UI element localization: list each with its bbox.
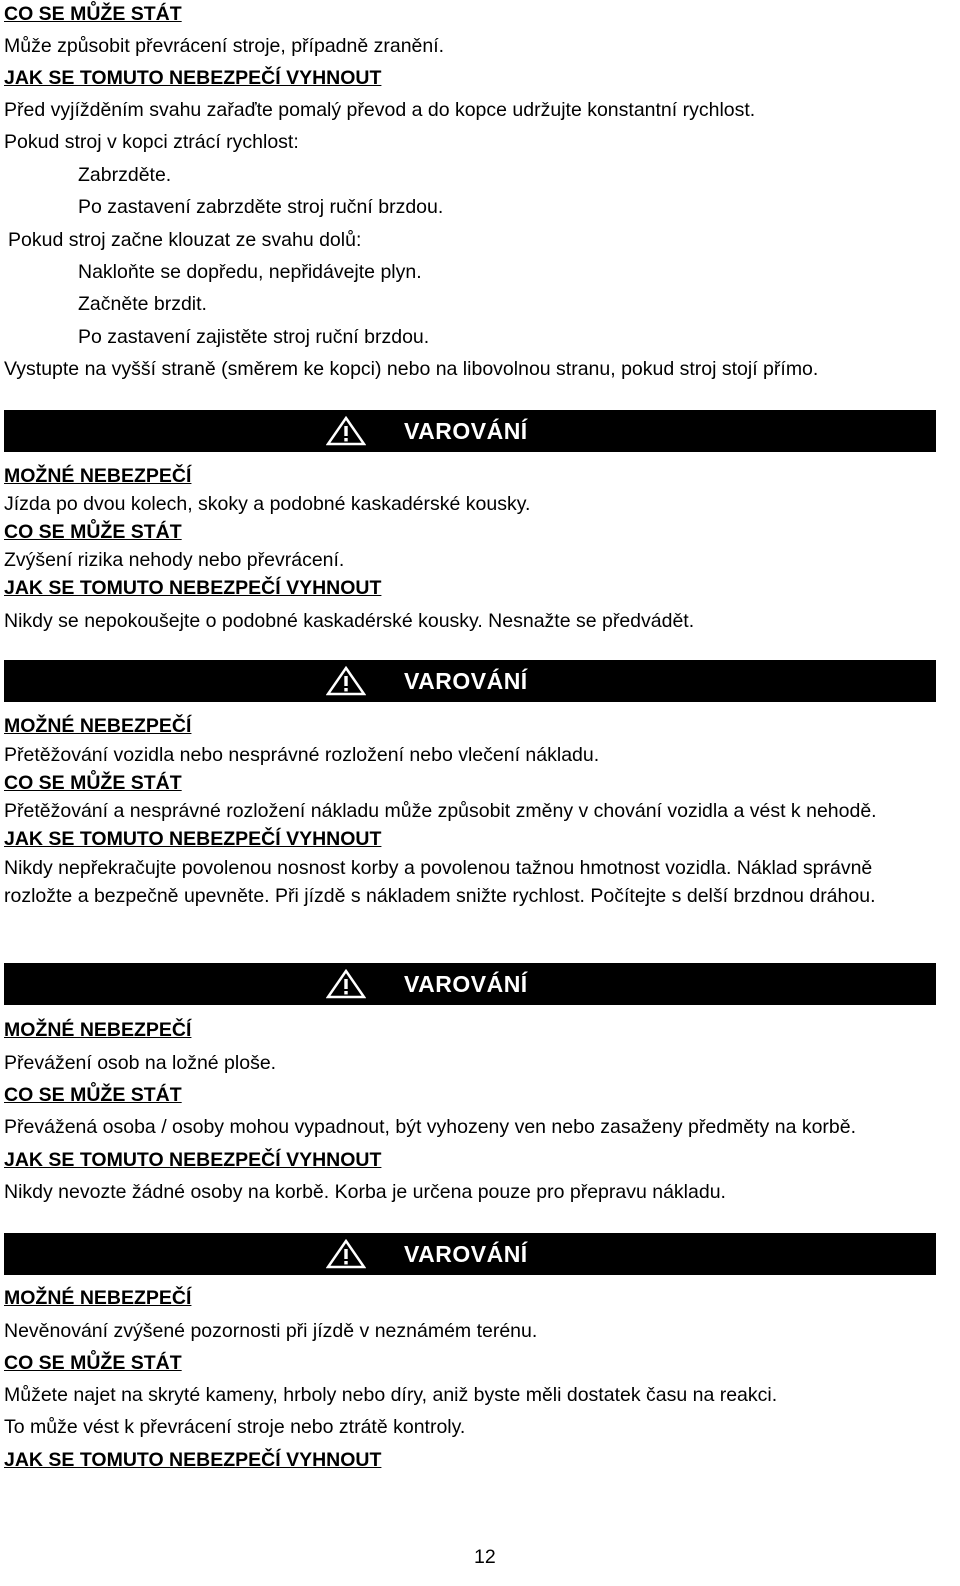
warning-banner bbox=[4, 410, 936, 452]
paragraph: Začněte brzdit. bbox=[78, 293, 207, 315]
warning-label: VAROVÁNÍ bbox=[404, 971, 528, 997]
section-heading-what-can-happen: CO SE MŮŽE STÁT bbox=[4, 3, 182, 25]
page-number: 12 bbox=[474, 1546, 496, 1568]
warning-banner bbox=[4, 660, 936, 702]
paragraph: Po zastavení zajistěte stroj ruční brzdou. bbox=[78, 326, 430, 348]
section-heading-what-can-happen: CO SE MŮŽE STÁT bbox=[4, 521, 182, 543]
paragraph: Po zastavení zabrzděte stroj ruční brzdou. bbox=[78, 196, 444, 218]
paragraph: Převážení osob na ložné ploše. bbox=[4, 1052, 277, 1074]
warning-label: VAROVÁNÍ bbox=[404, 1241, 528, 1267]
section-heading-how-to-avoid: JAK SE TOMUTO NEBEZPEČÍ VYHNOUT bbox=[4, 1449, 382, 1471]
warning-triangle-icon bbox=[326, 416, 366, 446]
paragraph: Vystupte na vyšší straně (směrem ke kopci) nebo na libovolnou stranu, pokud stroj stojí přímo. bbox=[4, 358, 819, 380]
paragraph: Zabrzděte. bbox=[78, 164, 172, 186]
paragraph: Pokud stroj v kopci ztrácí rychlost: bbox=[4, 131, 299, 153]
warning-triangle-icon bbox=[326, 969, 366, 999]
paragraph: Zvýšení rizika nehody nebo převrácení. bbox=[4, 549, 345, 571]
warning-banner bbox=[4, 963, 936, 1005]
section-heading-possible-hazard: MOŽNÉ NEBEZPEČÍ bbox=[4, 1019, 192, 1041]
section-heading-how-to-avoid: JAK SE TOMUTO NEBEZPEČÍ VYHNOUT bbox=[4, 828, 382, 850]
section-heading-what-can-happen: CO SE MŮŽE STÁT bbox=[4, 1352, 182, 1374]
section-heading-how-to-avoid: JAK SE TOMUTO NEBEZPEČÍ VYHNOUT bbox=[4, 1149, 382, 1171]
paragraph: Nevěnování zvýšené pozornosti při jízdě v neznámém terénu. bbox=[4, 1320, 538, 1342]
paragraph: Nakloňte se dopředu, nepřidávejte plyn. bbox=[78, 261, 422, 283]
section-heading-possible-hazard: MOŽNÉ NEBEZPEČÍ bbox=[4, 465, 192, 487]
paragraph: Můžete najet na skryté kameny, hrboly nebo díry, aniž byste měli dostatek času na reakci. bbox=[4, 1384, 778, 1406]
warning-label: VAROVÁNÍ bbox=[404, 668, 528, 694]
paragraph: rozložte a bezpečně upevněte. Při jízdě s nákladem snižte rychlost. Počítejte s delší brzdnou dráhou. bbox=[4, 885, 876, 907]
paragraph: To může vést k převrácení stroje nebo ztrátě kontroly. bbox=[4, 1416, 466, 1438]
warning-triangle-icon bbox=[326, 666, 366, 696]
paragraph: Nikdy nepřekračujte povolenou nosnost korby a povolenou tažnou hmotnost vozidla. Náklad správně bbox=[4, 857, 873, 879]
section-heading-how-to-avoid: JAK SE TOMUTO NEBEZPEČÍ VYHNOUT bbox=[4, 67, 382, 89]
warning-label: VAROVÁNÍ bbox=[404, 418, 528, 444]
paragraph: Přetěžování a nesprávné rozložení nákladu může způsobit změny v chování vozidla a vést k nehodě. bbox=[4, 800, 877, 822]
section-heading-how-to-avoid: JAK SE TOMUTO NEBEZPEČÍ VYHNOUT bbox=[4, 577, 382, 599]
section-heading-possible-hazard: MOŽNÉ NEBEZPEČÍ bbox=[4, 715, 192, 737]
paragraph: Jízda po dvou kolech, skoky a podobné kaskadérské kousky. bbox=[4, 493, 531, 515]
section-heading-possible-hazard: MOŽNÉ NEBEZPEČÍ bbox=[4, 1287, 192, 1309]
paragraph: Před vyjížděním svahu zařaďte pomalý převod a do kopce udržujte konstantní rychlost. bbox=[4, 99, 756, 121]
paragraph: Přetěžování vozidla nebo nesprávné rozložení nebo vlečení nákladu. bbox=[4, 744, 600, 766]
warning-banner bbox=[4, 1233, 936, 1275]
section-heading-what-can-happen: CO SE MŮŽE STÁT bbox=[4, 772, 182, 794]
paragraph: Pokud stroj začne klouzat ze svahu dolů: bbox=[8, 229, 362, 251]
paragraph: Nikdy se nepokoušejte o podobné kaskadérské kousky. Nesnažte se předvádět. bbox=[4, 610, 695, 632]
paragraph: Převážená osoba / osoby mohou vypadnout, být vyhozeny ven nebo zasaženy předměty na korbě. bbox=[4, 1116, 857, 1138]
warning-triangle-icon bbox=[326, 1239, 366, 1269]
paragraph: Může způsobit převrácení stroje, případně zranění. bbox=[4, 35, 445, 57]
section-heading-what-can-happen: CO SE MŮŽE STÁT bbox=[4, 1084, 182, 1106]
paragraph: Nikdy nevozte žádné osoby na korbě. Korba je určena pouze pro přepravu nákladu. bbox=[4, 1181, 726, 1203]
